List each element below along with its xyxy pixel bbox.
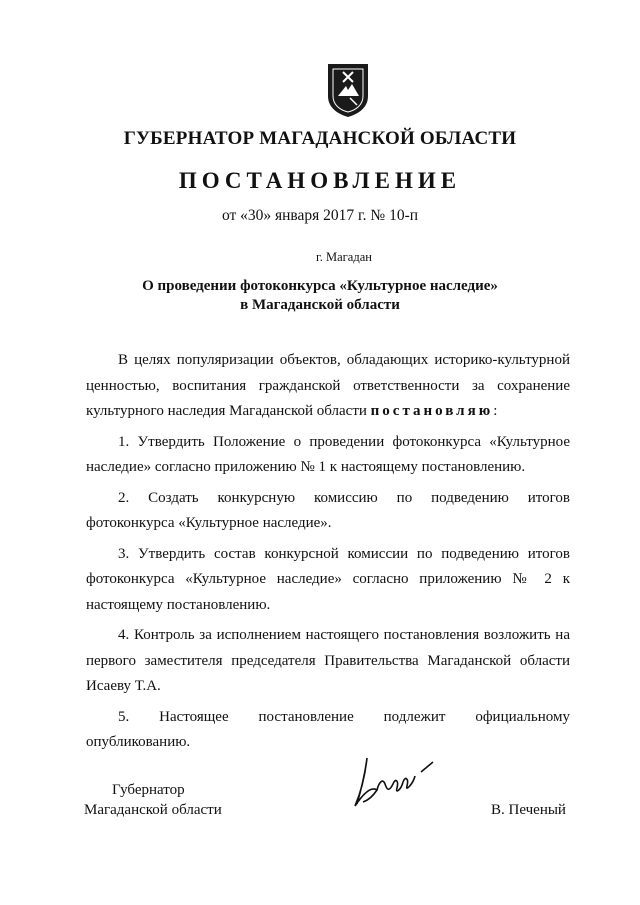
issue-city: г. Магадан	[316, 250, 372, 264]
item-2: 2. Создать конкурсную комиссию по подведению итогов фотоконкурса «Культурное наследие».	[86, 489, 570, 531]
subject-line-1: О проведении фотоконкурса «Культурное наследие»	[142, 278, 498, 294]
signatory-position	[84, 780, 222, 820]
subject-line-2: в Магаданской области	[240, 297, 400, 313]
signatory-position-line-1: Губернатор	[112, 782, 185, 798]
document-date-number: от «30» января 2017 г. № 10-п	[221, 207, 419, 224]
document-body	[86, 348, 570, 761]
document-subject	[0, 277, 640, 315]
preamble-paragraph	[86, 348, 570, 425]
preamble-text: В целях популяризации объектов, обладающих историко-культурной ценностью, воспитания гражданской ответственности за сохранение культурного наследия Магаданской области	[86, 352, 570, 419]
preamble-end: :	[493, 403, 498, 419]
issuing-authority: ГУБЕРНАТОР МАГАДАНСКОЙ ОБЛАСТИ	[123, 128, 517, 149]
signatory-name: В. Печеный	[491, 802, 566, 818]
handwritten-signature-icon	[343, 750, 439, 814]
item-1: 1. Утвердить Положение о проведении фотоконкурса «Культурное наследие» согласно приложению № 1 к настоящему постановлению.	[86, 433, 570, 475]
item-3: 3. Утвердить состав конкурсной комиссии по подведению итогов фотоконкурса «Культурное наследие» согласно приложению № 2 к настоящему постановлению.	[86, 545, 570, 613]
signatory-position-line-2: Магаданской области	[84, 802, 222, 818]
document-type: ПОСТАНОВЛЕНИЕ	[178, 168, 462, 193]
decree-word: постановляю	[370, 403, 494, 419]
coat-of-arms-icon	[326, 62, 370, 118]
item-4: 4. Контроль за исполнением настоящего постановления возложить на первого заместителя председателя Правительства Магаданской области Исаеву Т.А.	[86, 627, 570, 694]
item-5: 5. Настоящее постановление подлежит официальному опубликованию.	[86, 708, 570, 750]
